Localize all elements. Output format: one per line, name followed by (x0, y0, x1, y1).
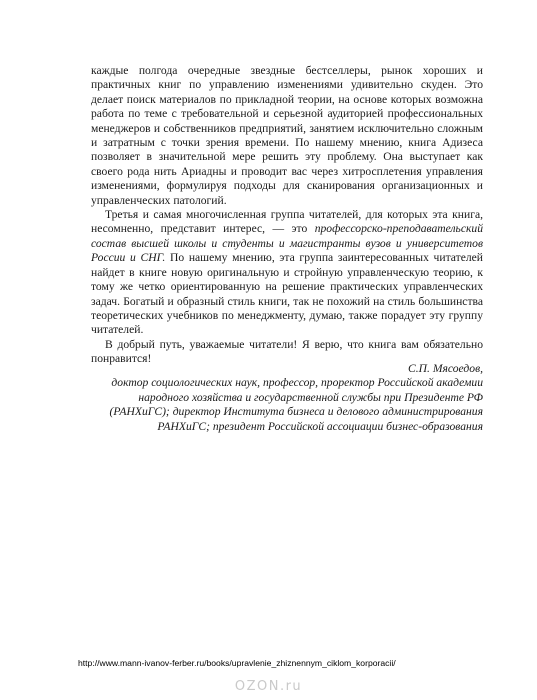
ozon-watermark: OZON.ru (234, 679, 303, 694)
paragraph-2-start: Третья и самая многочисленная группа читателей, для которых эта книга, несомненно, представит интерес, — это (91, 208, 483, 236)
main-text (91, 64, 483, 367)
paragraph-2 (91, 208, 483, 338)
footer-url[interactable]: http://www.mann-ivanov-ferber.ru/books/upravlenie_zhiznennym_ciklom_korporacii/ (78, 658, 396, 668)
paragraph-2-emphasis: профессорско-преподавательский состав высшей школы и студенты и магистранты вузов и университетов России и СНГ. (91, 222, 483, 265)
paragraph-3: В добрый путь, уважаемые читатели! Я верю, что книга вам обязательно понравится! (91, 337, 483, 366)
signature-block (91, 362, 483, 434)
paragraph-1: каждые полгода очередные звездные бестселлеры, рынок хороших и практичных книг по управлению изменениями удивительно скуден. Это делает поиск материалов по прикладной теории, на основе которых возможна работа по теме с требовательной и серьезной аудиторией профессиональных менеджеров и собственников предприятий, занятием исключительно сложным и затратным с точки зрения времени. По нашему мнению, книга Адизеса позволяет в значительной мере решить эту проблему. Она выступает как своего рода нить Ариадны и проводит вас через хитросплетения управления изменениями, формулируя подходы для сканирования организационных и управленческих патологий. (91, 64, 483, 207)
paragraph-2-end: По нашему мнению, эта группа заинтересованных читателей найдет в книге новую оригинальную и стройную управленческую теорию, к тому же четко ориентированную на решение практических управленческих задач. Богатый и образный стиль книги, так не похожий на стиль большинства теоретических учебников по менеджменту, думаю, также порадует эту группу читателей. (91, 251, 483, 337)
author-title: доктор социологических наук, профессор, проректор Российской академии народного хозяйства и государственной службы при Президенте РФ (РАНХиГС); директор Института бизнеса и делового администрирования РАНХиГС; президент Российской ассоциации бизнес-образования (109, 376, 483, 433)
author-name: С.П. Мясоедов, (408, 362, 483, 375)
